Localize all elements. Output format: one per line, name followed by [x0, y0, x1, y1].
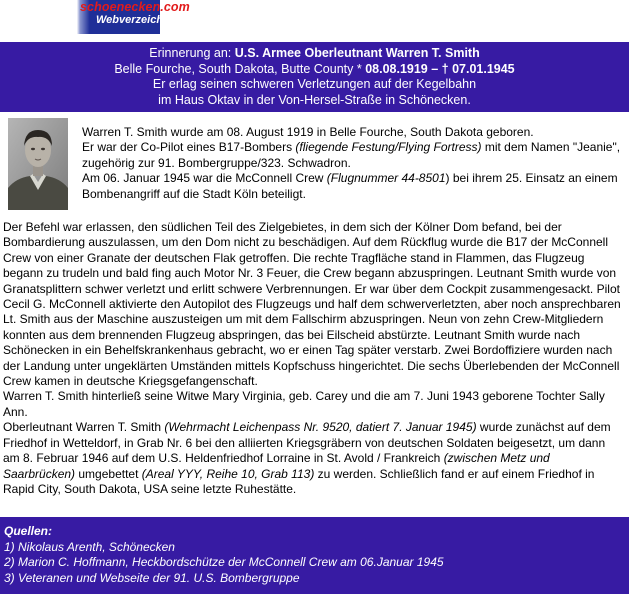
- sources-section: [0, 517, 629, 594]
- birthplace: Belle Fourche, South Dakota, Butte County *: [114, 61, 366, 76]
- story-paragraph: Der Befehl war erlassen, den südlichen Teil des Zielgebietes, in dem sich der Kölner Dom befand, bei der Bombardierung auszulassen, um den Dom nicht zu beschädigen. Auf dem Rückflug wurde die B17 der McConnell Crew von einer Granate der deutschen Flak getroffen. Die rechte Tragfläche stand in Flammen, das Flugzeug begann zu trudeln und bald fing auch Motor Nr. 3 Feuer, die Crew begann abzuspringen. Leutnant Smith wurde von Granatsplittern schwer verletzt und erlitt schwere Verbrennungen. Er war über dem Cockpit zusammengesackt. Pilot Cecil G. McConnell aktivierte den Autopilot des Flugzeugs und half dem schwerverletzten, aber noch ansprechbaren Lt. Smith aus der Maschine auszusteigen um mit dem Fallschirm abzuspringen. Neun von zehn Crew-Mitgliedern konnten aus dem brennenden Flugzeug abspringen, das bei Eilscheid abstürzte. Leutnant Smith wurde nach Schönecken in ein Behelfskrankenhaus gebracht, wo er einen Tag später verstarb. Zwei Bordoffiziere wurden nach der Landung unter ungeklärten Umständen mittels Kopfschuss hingerichtet. Die sechs Überlebenden der McConnell Crew kamen in deutsche Kriegsgefangenschaft.: [3, 220, 621, 389]
- family-paragraph: Warren T. Smith hinterließ seine Witwe Mary Virginia, geb. Carey und die am 7. Juni 1943 geborene Tochter Sally Ann.: [3, 389, 605, 419]
- mission-line: Am 06. Januar 1945 war die McConnell Crew (Flugnummer 44-8501) bei ihrem 25. Einsatz an einem Bombenangriff auf die Stadt Köln beteiligt.: [82, 171, 618, 201]
- source-item: 2) Marion C. Hoffmann, Heckbordschütze der McConnell Crew am 06.Januar 1945: [4, 555, 444, 569]
- site-name: schoenecken.com: [80, 0, 190, 14]
- header-line-2: [0, 62, 629, 78]
- life-dates: 08.08.1919 – † 07.01.1945: [365, 61, 515, 76]
- header-line-1: [0, 46, 629, 62]
- memorial-header: [0, 42, 629, 112]
- sources-heading: Quellen:: [4, 524, 53, 538]
- burial-paragraph: Oberleutnant Warren T. Smith (Wehrmacht Leichenpass Nr. 9520, datiert 7. Januar 1945) wurde zunächst auf dem Friedhof in Wetteldorf, in Grab Nr. 6 bei den alliierten Kriegsgräbern von deutschen Soldaten beigesetzt, um dann am 8. Februar 1946 auf dem U.S. Heldenfriedhof Lorraine in St. Avold / Frankreich (zwischen Metz und Saarbrücken) umgebettet (Areal YYY, Reihe 10, Grab 113) zu werden. Schließlich fand er auf einem Friedhof in Rapid City, South Dakota, USA seine letzte Ruhestätte.: [3, 420, 611, 496]
- source-item: 3) Veteranen und Webseite der 91. U.S. Bombergruppe: [4, 570, 300, 585]
- header-line-3: Er erlag seinen schweren Verletzungen auf der Kegelbahn: [152, 77, 477, 91]
- flight-number: (Flugnummer 44-8501: [326, 171, 446, 186]
- aircraft-type: (fliegende Festung/Flying Fortress): [295, 140, 482, 155]
- site-section: Webverzeichnis: [96, 14, 179, 26]
- top-bar: [0, 0, 629, 34]
- site-logo[interactable]: [0, 0, 190, 34]
- header-line-4: im Haus Oktav in der Von-Hersel-Straße in Schönecken.: [158, 92, 471, 107]
- story-text: [3, 220, 625, 497]
- portrait-photo: [8, 118, 68, 210]
- copilot-line: Er war der Co-Pilot eines B17-Bombers (fliegende Festung/Flying Fortress) mit dem Namen "Jeanie", zugehörig zur 91. Bombergruppe/323. Schwadron.: [82, 140, 621, 170]
- intro-text: [82, 125, 622, 202]
- honoree-name: U.S. Armee Oberleutnant Warren T. Smith: [234, 46, 480, 60]
- source-item: 1) Nikolaus Arenth, Schönecken: [4, 539, 175, 554]
- header-prefix: Erinnerung an:: [149, 46, 235, 60]
- birth-line: Warren T. Smith wurde am 08. August 1919 in Belle Fourche, South Dakota geboren.: [82, 125, 534, 139]
